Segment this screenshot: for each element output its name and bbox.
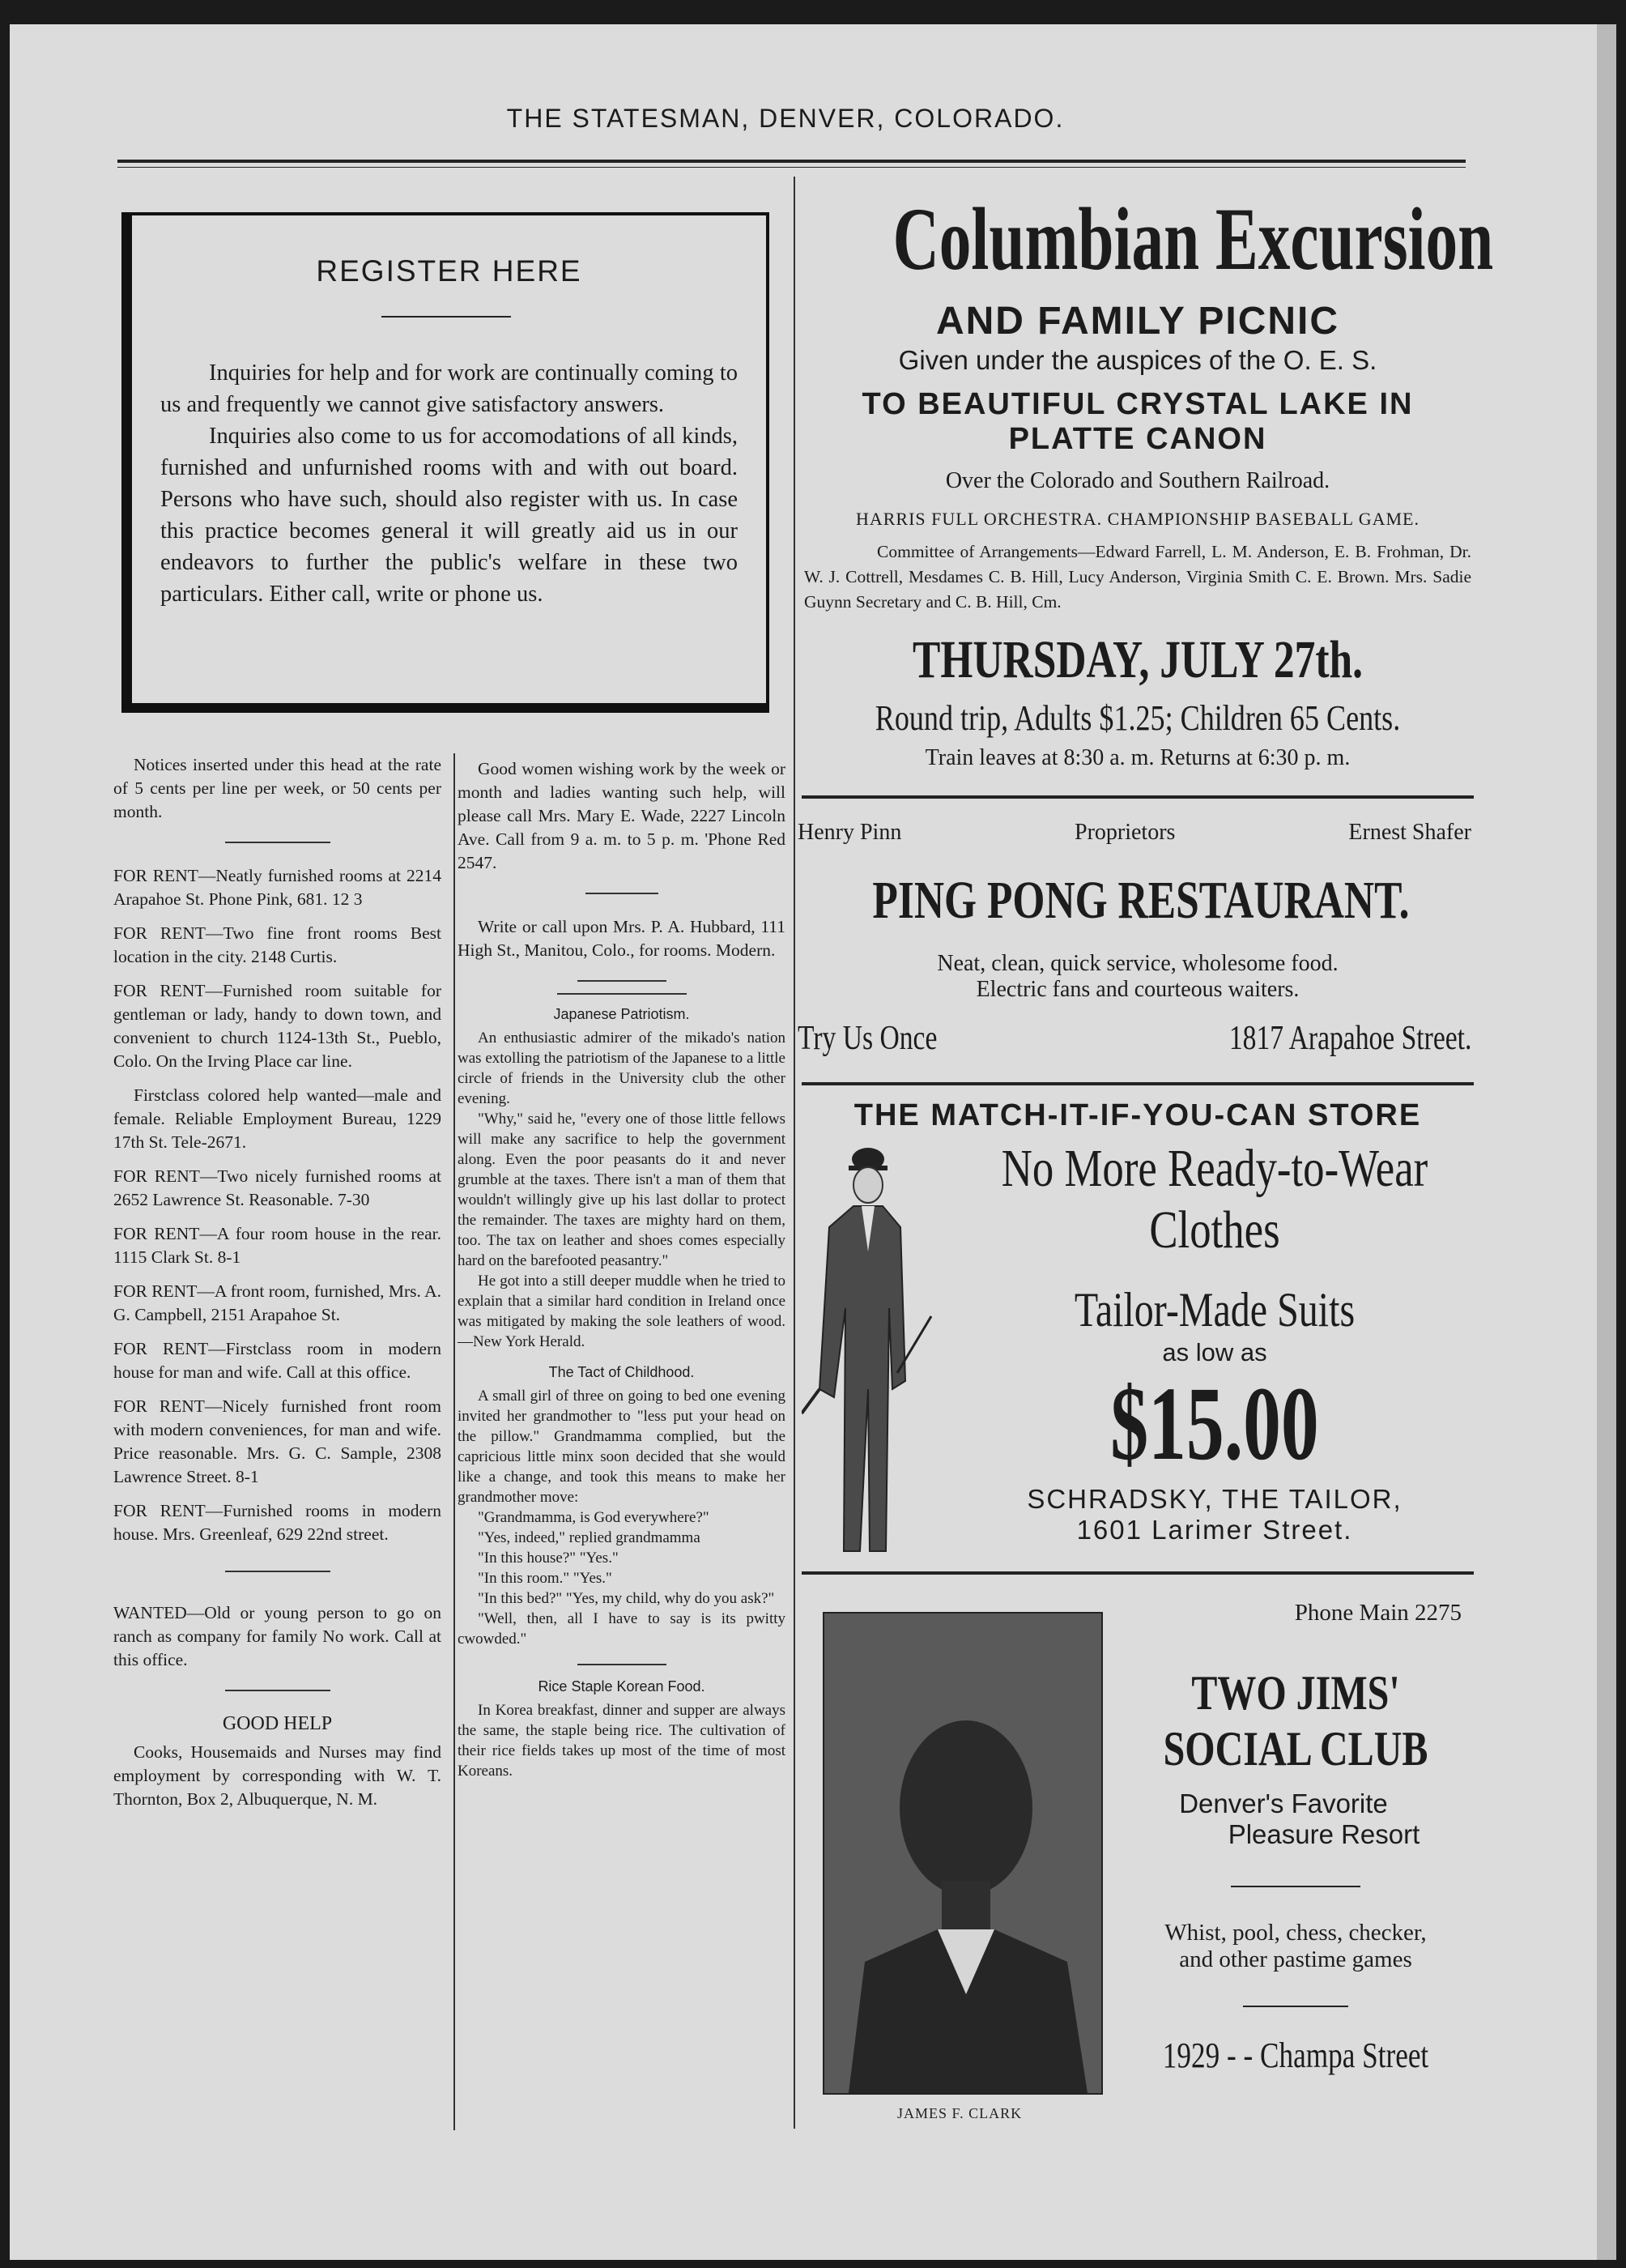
news-column (458, 757, 785, 1792)
column-rule (453, 753, 455, 2130)
portrait-photo (823, 1612, 1103, 2121)
ad-rule (802, 795, 1474, 799)
classified-ad: FOR RENT—Neatly furnished rooms at 2214 Arapahoe St. Phone Pink, 681. 12 3 (113, 866, 441, 909)
article-text: "In this house?" "Yes." (478, 1550, 619, 1567)
article-title: Japanese Patriotism. (553, 1006, 690, 1022)
jims-games: Whist, pool, chess, checker, (1164, 1920, 1427, 1946)
classified-ad: Good women wishing work by the week or month and ladies wanting such help, will please call Mrs. Mary E. Wade, 2227 Lincoln Ave. Call from 9 a. m. to 5 p. m. 'Phone Red 2547. (458, 759, 785, 872)
article-text: "Yes, indeed," replied grandmamma (478, 1529, 700, 1546)
tailor-address: 1601 Larimer Street. (1076, 1515, 1353, 1545)
classified-ad: FOR RENT—Nicely furnished front room with modern conveniences, for man and wife. Price reasonable. Mrs. G. C. Sample, 2308 Lawrence Street. 8-1 (113, 1396, 441, 1486)
portrait-image (824, 1614, 1101, 2093)
separator (1243, 2006, 1348, 2007)
article-text: "In this bed?" "Yes, my child, why do you ask?" (478, 1590, 775, 1607)
classifieds-column (113, 753, 441, 1822)
separator (577, 980, 666, 982)
proprietors-label: Proprietors (1075, 820, 1176, 845)
classified-ad: FOR RENT—A front room, furnished, Mrs. A. G. Campbell, 2151 Arapahoe St. (113, 1281, 441, 1324)
match-price: $15.00 (1110, 1366, 1319, 1482)
jims-ad (1105, 1600, 1486, 2076)
separator (225, 1690, 330, 1691)
classified-ad: FOR RENT—Furnished rooms in modern house. Mrs. Greenleaf, 629 22nd street. (113, 1501, 441, 1544)
gentleman-illustration (802, 1146, 935, 1559)
restaurant-address: 1817 Arapahoe Street. (1228, 1020, 1471, 1057)
register-box (121, 212, 769, 713)
article-text: He got into a still deeper muddle when he tried to explain that a similar hard condition in Ireland once was mitigated by making the sole leathers of wood.—New York Herald. (458, 1273, 785, 1350)
register-title: REGISTER HERE (316, 254, 582, 288)
article-text: "Grandmamma, is God everywhere?" (478, 1509, 709, 1526)
article-title: Rice Staple Korean Food. (538, 1678, 705, 1695)
jims-address: 1929 - - Champa Street (1162, 2036, 1429, 2075)
classified-ad: Firstclass colored help wanted—male and female. Reliable Employment Bureau, 1229 17th St. Tele-2671. (113, 1085, 441, 1152)
restaurant-name: PING PONG RESTAURANT. (872, 871, 1410, 930)
article-text: In Korea breakfast, dinner and supper are always the same, the staple being rice. The cultivation of their rice fields takes up most of the time of most Koreans. (458, 1702, 785, 1780)
match-headline: No More Ready-to-Wear (1001, 1139, 1428, 1198)
excursion-railroad: Over the Colorado and Southern Railroad. (945, 468, 1330, 493)
article-title: The Tact of Childhood. (548, 1364, 695, 1380)
ad-rule (802, 1082, 1474, 1085)
ad-rule (802, 1571, 1474, 1575)
column-rule (794, 177, 795, 2129)
good-help-text: Cooks, Housemaids and Nurses may find employment by corresponding with W. T. Thornton, Box 2, Albuquerque, N. M. (113, 1742, 441, 1809)
store-name: THE MATCH-IT-IF-YOU-CAN STORE (853, 1098, 1422, 1132)
match-headline: Clothes (1149, 1200, 1280, 1260)
match-as-low-as: as low as (1162, 1338, 1267, 1366)
good-help-title: GOOD HELP (222, 1713, 333, 1734)
excursion-subtitle: AND FAMILY PICNIC (935, 300, 1340, 343)
separator (577, 1664, 666, 1665)
article-text: An enthusiastic admirer of the mikado's nation was extolling the patriotism of the Japanese to a little circle of friends in the University club the other evening. (458, 1030, 785, 1107)
excursion-train: Train leaves at 8:30 a. m. Returns at 6:30 p. m. (925, 745, 1351, 770)
header-rule-thin (117, 167, 1466, 168)
restaurant-line: Neat, clean, quick service, wholesome food. (937, 951, 1339, 976)
jims-phone: Phone Main 2275 (1294, 1600, 1462, 1626)
separator (225, 1571, 330, 1572)
classified-ad: Write or call upon Mrs. P. A. Hubbard, 111 High St., Manitou, Colo., for rooms. Modern. (458, 917, 785, 960)
separator (585, 893, 658, 894)
wanted-ad: WANTED—Old or young person to go on ranch as company for family No work. Call at this office. (113, 1603, 441, 1669)
article-text: A small girl of three on going to bed one evening invited her grandmother to "less put your head on the pillow." Grandmamma complied, but the capricious little minx soon decided that she would like a change, and took this means to make her grandmother move: (458, 1388, 785, 1506)
classified-ad: FOR RENT—Two fine front rooms Best location in the city. 2148 Curtis. (113, 923, 441, 966)
jims-tagline: Denver's Favorite (1179, 1788, 1388, 1818)
portrait-caption: JAMES F. CLARK (897, 2105, 1023, 2121)
article-text: "Well, then, all I have to say is its pwitty cwowded." (458, 1610, 785, 1648)
restaurant-line: Electric fans and courteous waiters. (976, 977, 1300, 1002)
separator (1231, 1886, 1360, 1887)
classified-ad: FOR RENT—Firstclass room in modern house for man and wife. Call at this office. (113, 1339, 441, 1382)
classified-ad: FOR RENT—Two nicely furnished rooms at 2652 Lawrence St. Reasonable. 7-30 (113, 1166, 441, 1209)
register-para: Inquiries for help and for work are continually coming to us and frequently we cannot give satisfactory answers. (160, 360, 738, 417)
jims-games: and other pastime games (1179, 1946, 1412, 1972)
excursion-committee: Committee of Arrangements—Edward Farrell, L. M. Anderson, E. B. Frohman, Dr. W. J. Cottrell, Mesdames C. B. Hill, Lucy Anderson, Virginia Smith C. E. Brown. Mrs. Sadie Guynn Secretary and C. B. Hill, Cm. (804, 542, 1471, 612)
register-rule (381, 316, 511, 318)
separator (557, 993, 687, 995)
excursion-auspices: Given under the auspices of the O. E. S. (898, 345, 1377, 375)
owner-name: Henry Pinn (798, 820, 902, 845)
article-text: "In this room." "Yes." (478, 1570, 612, 1587)
excursion-fare: Round trip, Adults $1.25; Children 65 Cents. (875, 698, 1401, 738)
notice-text: Notices inserted under this head at the rate of 5 cents per line per week, or 50 cents per month. (113, 755, 441, 821)
match-suits: Tailor-Made Suits (1074, 1283, 1356, 1336)
excursion-ad (798, 190, 1494, 771)
excursion-title: Columbian Excursion (892, 190, 1494, 288)
excursion-date: THURSDAY, JULY 27th. (913, 630, 1363, 689)
classified-ad: FOR RENT—A four room house in the rear. 1115 Clark St. 8-1 (113, 1224, 441, 1267)
pingpong-ad (798, 820, 1478, 1064)
page-edge (1597, 24, 1616, 2260)
register-body (160, 357, 738, 610)
separator (225, 842, 330, 843)
jims-name: TWO JIMS' (1191, 1666, 1400, 1720)
tailor-name: SCHRADSKY, THE TAILOR, (1027, 1484, 1403, 1514)
jims-tagline: Pleasure Resort (1228, 1819, 1420, 1849)
excursion-destination: TO BEAUTIFUL CRYSTAL LAKE IN (862, 387, 1414, 421)
jims-name: SOCIAL CLUB (1163, 1722, 1428, 1776)
excursion-features: HARRIS FULL ORCHESTRA. CHAMPIONSHIP BASEBALL GAME. (855, 509, 1420, 529)
owner-name: Ernest Shafer (1348, 820, 1471, 845)
excursion-destination: PLATTE CANON (1008, 422, 1267, 456)
match-ad-text (943, 1138, 1486, 1545)
header-rule (117, 160, 1466, 163)
article-text: "Why," said he, "every one of those little fellows will make any sacrifice to help the government along. Even the poor peasants do it and never grumble at the taxes. There isn't a man of them that wouldn't willingly give up his last dollar to protect the remainder. The taxes are mighty hard on them, too. The tax on leather and shoes comes especially hard on the barefooted peasantry." (458, 1111, 785, 1269)
try-us-once: Try Us Once (798, 1020, 938, 1057)
register-para: Inquiries also come to us for accomodations of all kinds, furnished and unfurnished rooms with and with out board. Persons who have such, should also register with us. In case this practice becomes general it will greatly aid us in our endeavors to further the public's welfare in these two particulars. Either call, write or phone us. (160, 424, 738, 607)
classified-ad: FOR RENT—Furnished room suitable for gentleman or lady, handy to down town, and convenient to church 1124-13th St., Pueblo, Colo. On the Irving Place car line. (113, 981, 441, 1071)
page-header: THE STATESMAN, DENVER, COLORADO. (506, 104, 1065, 133)
